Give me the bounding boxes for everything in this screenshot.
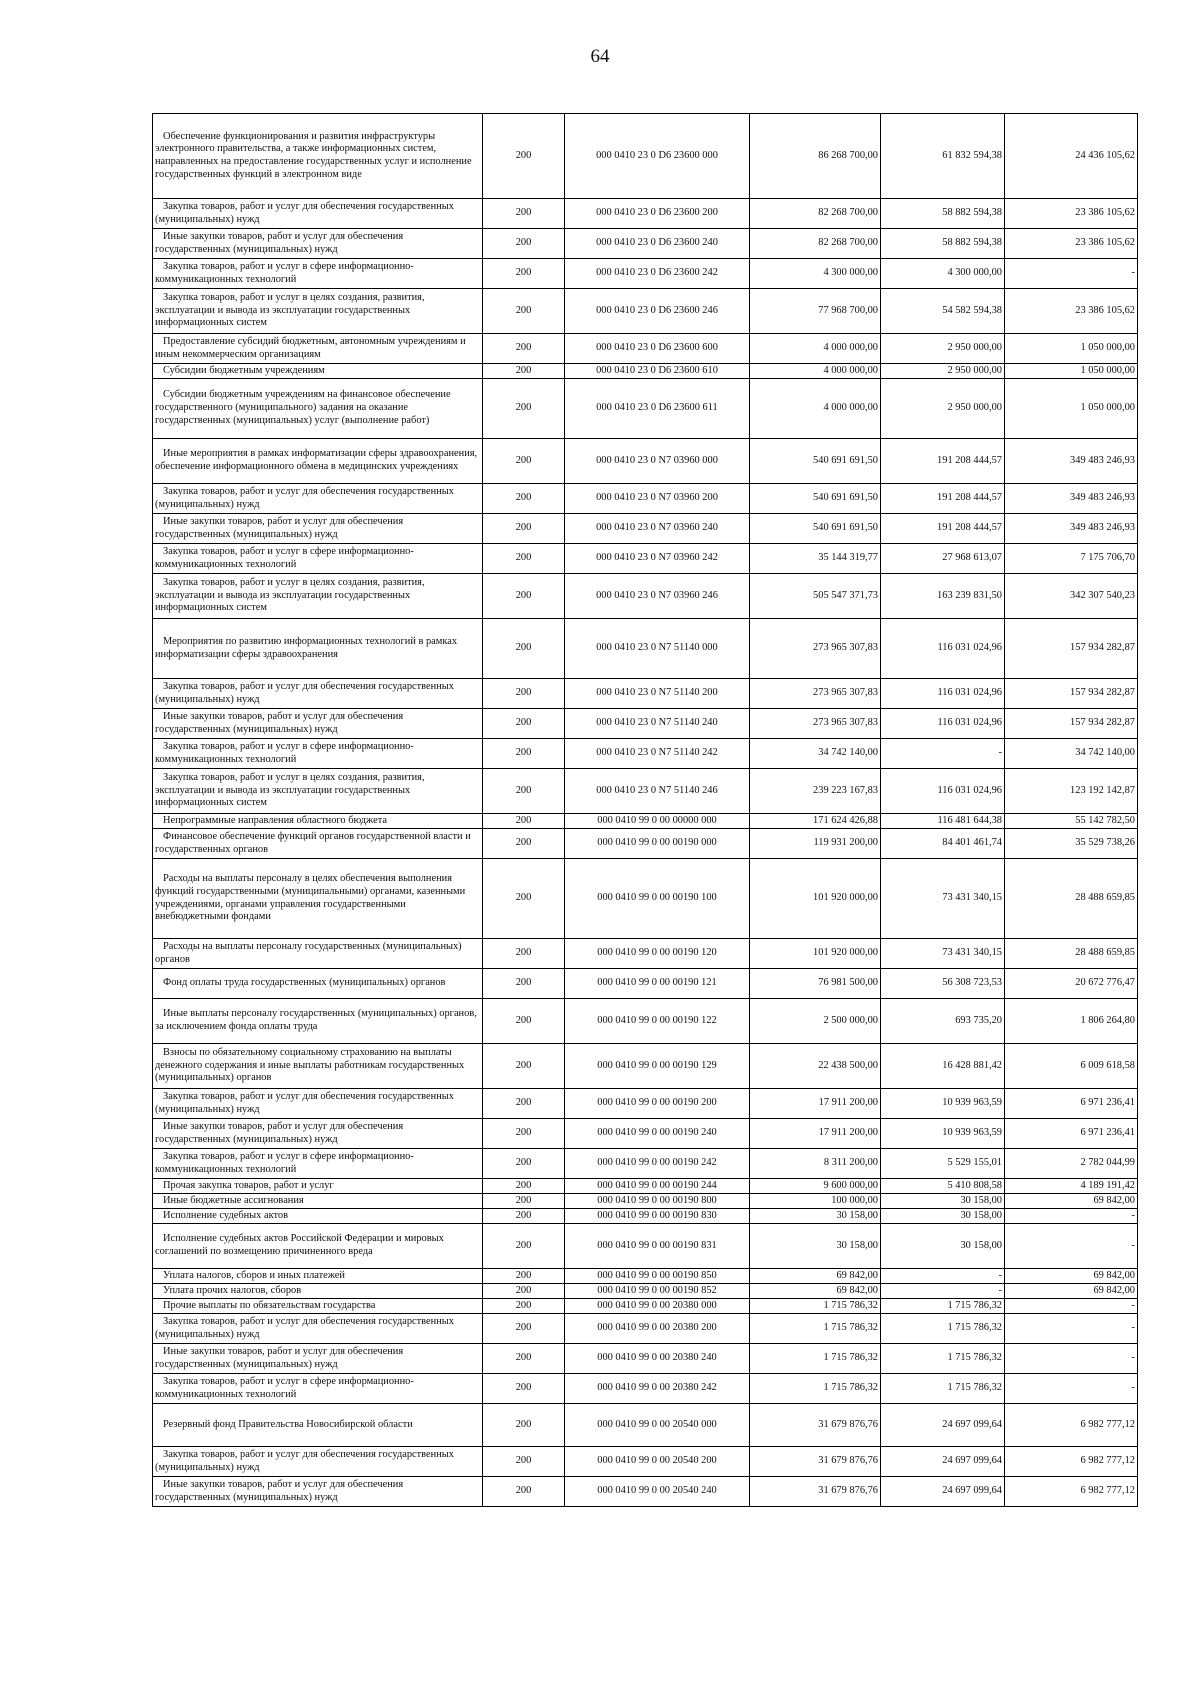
row-budget-classification-code: 000 0410 99 0 00 00190 852 xyxy=(565,1284,750,1299)
row-code: 200 xyxy=(483,859,565,939)
table-body xyxy=(153,114,1138,1507)
row-executed-amount: 10 939 963,59 xyxy=(881,1119,1005,1149)
row-code: 200 xyxy=(483,229,565,259)
row-budget-classification-code: 000 0410 99 0 00 00000 000 xyxy=(565,814,750,829)
row-budget-classification-code: 000 0410 23 0 D6 23600 600 xyxy=(565,334,750,364)
row-approved-amount: 101 920 000,00 xyxy=(750,939,881,969)
row-approved-amount: 77 968 700,00 xyxy=(750,289,881,334)
row-code: 200 xyxy=(483,709,565,739)
row-remaining-amount: 6 971 236,41 xyxy=(1005,1089,1138,1119)
table-row xyxy=(153,1284,1138,1299)
row-name: Закупка товаров, работ и услуг в сфере информационно-коммуникационных технологий xyxy=(153,544,483,574)
table-row xyxy=(153,814,1138,829)
row-name: Закупка товаров, работ и услуг для обеспечения государственных (муниципальных) нужд xyxy=(153,1447,483,1477)
row-name: Закупка товаров, работ и услуг для обеспечения государственных (муниципальных) нужд xyxy=(153,199,483,229)
row-remaining-amount: 28 488 659,85 xyxy=(1005,859,1138,939)
row-name: Исполнение судебных актов xyxy=(153,1209,483,1224)
row-code: 200 xyxy=(483,1119,565,1149)
row-name: Прочая закупка товаров, работ и услуг xyxy=(153,1179,483,1194)
row-code: 200 xyxy=(483,334,565,364)
row-remaining-amount: 157 934 282,87 xyxy=(1005,619,1138,679)
table-row xyxy=(153,379,1138,439)
row-name: Резервный фонд Правительства Новосибирской области xyxy=(153,1404,483,1447)
row-code: 200 xyxy=(483,1344,565,1374)
row-name: Закупка товаров, работ и услуг в целях создания, развития, эксплуатации и вывода из эксплуатации государственных информационных систем xyxy=(153,574,483,619)
row-executed-amount: 693 735,20 xyxy=(881,999,1005,1044)
row-executed-amount: 116 031 024,96 xyxy=(881,619,1005,679)
row-name: Закупка товаров, работ и услуг в сфере информационно-коммуникационных технологий xyxy=(153,739,483,769)
row-budget-classification-code: 000 0410 23 0 D6 23600 610 xyxy=(565,364,750,379)
row-name: Субсидии бюджетным учреждениям xyxy=(153,364,483,379)
table-row xyxy=(153,514,1138,544)
row-executed-amount: 54 582 594,38 xyxy=(881,289,1005,334)
row-remaining-amount: - xyxy=(1005,1224,1138,1269)
row-name: Прочие выплаты по обязательствам государства xyxy=(153,1299,483,1314)
row-name: Мероприятия по развитию информационных технологий в рамках информатизации сферы здравоохранения xyxy=(153,619,483,679)
row-name: Уплата налогов, сборов и иных платежей xyxy=(153,1269,483,1284)
table-row xyxy=(153,574,1138,619)
row-budget-classification-code: 000 0410 23 0 N7 03960 246 xyxy=(565,574,750,619)
row-name: Закупка товаров, работ и услуг в сфере информационно-коммуникационных технологий xyxy=(153,1149,483,1179)
row-remaining-amount: 1 050 000,00 xyxy=(1005,379,1138,439)
row-approved-amount: 30 158,00 xyxy=(750,1224,881,1269)
row-approved-amount: 1 715 786,32 xyxy=(750,1299,881,1314)
table-row xyxy=(153,289,1138,334)
row-approved-amount: 82 268 700,00 xyxy=(750,229,881,259)
row-budget-classification-code: 000 0410 99 0 00 00190 100 xyxy=(565,859,750,939)
row-approved-amount: 4 300 000,00 xyxy=(750,259,881,289)
row-remaining-amount: 4 189 191,42 xyxy=(1005,1179,1138,1194)
row-approved-amount: 540 691 691,50 xyxy=(750,439,881,484)
row-code: 200 xyxy=(483,814,565,829)
table-row xyxy=(153,1344,1138,1374)
row-remaining-amount: 6 982 777,12 xyxy=(1005,1477,1138,1507)
row-budget-classification-code: 000 0410 99 0 00 20380 240 xyxy=(565,1344,750,1374)
row-code: 200 xyxy=(483,999,565,1044)
row-budget-classification-code: 000 0410 23 0 D6 23600 200 xyxy=(565,199,750,229)
row-budget-classification-code: 000 0410 99 0 00 00190 200 xyxy=(565,1089,750,1119)
row-remaining-amount: 6 009 618,58 xyxy=(1005,1044,1138,1089)
row-approved-amount: 2 500 000,00 xyxy=(750,999,881,1044)
row-budget-classification-code: 000 0410 99 0 00 00190 120 xyxy=(565,939,750,969)
row-name: Закупка товаров, работ и услуг в целях создания, развития, эксплуатации и вывода из эксплуатации государственных информационных систем xyxy=(153,289,483,334)
row-executed-amount: 58 882 594,38 xyxy=(881,199,1005,229)
row-budget-classification-code: 000 0410 99 0 00 00190 240 xyxy=(565,1119,750,1149)
row-name: Закупка товаров, работ и услуг для обеспечения государственных (муниципальных) нужд xyxy=(153,1314,483,1344)
row-budget-classification-code: 000 0410 99 0 00 00190 244 xyxy=(565,1179,750,1194)
row-approved-amount: 30 158,00 xyxy=(750,1209,881,1224)
row-name: Финансовое обеспечение функций органов государственной власти и государственных органов xyxy=(153,829,483,859)
row-remaining-amount: - xyxy=(1005,1299,1138,1314)
table-row xyxy=(153,334,1138,364)
table-row xyxy=(153,1119,1138,1149)
row-code: 200 xyxy=(483,114,565,199)
row-name: Субсидии бюджетным учреждениям на финансовое обеспечение государственного (муниципального) задания на оказание государственных (муниципальных) услуг (выполнение работ) xyxy=(153,379,483,439)
row-name: Исполнение судебных актов Российской Федерации и мировых соглашений по возмещению причиненного вреда xyxy=(153,1224,483,1269)
row-code: 200 xyxy=(483,1179,565,1194)
row-approved-amount: 4 000 000,00 xyxy=(750,364,881,379)
row-executed-amount: 191 208 444,57 xyxy=(881,439,1005,484)
row-remaining-amount: 157 934 282,87 xyxy=(1005,709,1138,739)
row-name: Иные выплаты персоналу государственных (муниципальных) органов, за исключением фонда оплаты труда xyxy=(153,999,483,1044)
row-approved-amount: 8 311 200,00 xyxy=(750,1149,881,1179)
table-row xyxy=(153,114,1138,199)
row-remaining-amount: 1 050 000,00 xyxy=(1005,364,1138,379)
row-code: 200 xyxy=(483,1269,565,1284)
table-row xyxy=(153,619,1138,679)
row-executed-amount: 16 428 881,42 xyxy=(881,1044,1005,1089)
row-code: 200 xyxy=(483,769,565,814)
row-budget-classification-code: 000 0410 23 0 N7 51140 242 xyxy=(565,739,750,769)
row-approved-amount: 273 965 307,83 xyxy=(750,679,881,709)
row-name: Иные закупки товаров, работ и услуг для обеспечения государственных (муниципальных) нужд xyxy=(153,709,483,739)
row-name: Закупка товаров, работ и услуг для обеспечения государственных (муниципальных) нужд xyxy=(153,1089,483,1119)
row-name: Закупка товаров, работ и услуг в сфере информационно-коммуникационных технологий xyxy=(153,259,483,289)
page-number: 64 xyxy=(590,46,610,67)
row-name: Иные бюджетные ассигнования xyxy=(153,1194,483,1209)
row-executed-amount: 191 208 444,57 xyxy=(881,484,1005,514)
row-remaining-amount: - xyxy=(1005,1344,1138,1374)
row-approved-amount: 31 679 876,76 xyxy=(750,1404,881,1447)
row-code: 200 xyxy=(483,1209,565,1224)
row-approved-amount: 76 981 500,00 xyxy=(750,969,881,999)
row-approved-amount: 69 842,00 xyxy=(750,1284,881,1299)
row-remaining-amount: 20 672 776,47 xyxy=(1005,969,1138,999)
row-budget-classification-code: 000 0410 23 0 D6 23600 000 xyxy=(565,114,750,199)
row-budget-classification-code: 000 0410 99 0 00 20540 000 xyxy=(565,1404,750,1447)
row-budget-classification-code: 000 0410 23 0 N7 51140 240 xyxy=(565,709,750,739)
row-code: 200 xyxy=(483,679,565,709)
row-code: 200 xyxy=(483,1089,565,1119)
row-remaining-amount: 349 483 246,93 xyxy=(1005,514,1138,544)
row-executed-amount: 5 410 808,58 xyxy=(881,1179,1005,1194)
row-budget-classification-code: 000 0410 99 0 00 20540 240 xyxy=(565,1477,750,1507)
row-code: 200 xyxy=(483,969,565,999)
row-code: 200 xyxy=(483,1314,565,1344)
row-remaining-amount: 2 782 044,99 xyxy=(1005,1149,1138,1179)
row-code: 200 xyxy=(483,1284,565,1299)
table-row xyxy=(153,364,1138,379)
row-name: Иные закупки товаров, работ и услуг для обеспечения государственных (муниципальных) нужд xyxy=(153,1477,483,1507)
row-remaining-amount: 23 386 105,62 xyxy=(1005,229,1138,259)
budget-execution-table xyxy=(152,113,1138,1507)
row-executed-amount: 84 401 461,74 xyxy=(881,829,1005,859)
row-executed-amount: 30 158,00 xyxy=(881,1194,1005,1209)
table-row xyxy=(153,1374,1138,1404)
row-remaining-amount: 123 192 142,87 xyxy=(1005,769,1138,814)
row-approved-amount: 273 965 307,83 xyxy=(750,709,881,739)
row-budget-classification-code: 000 0410 23 0 D6 23600 240 xyxy=(565,229,750,259)
row-executed-amount: 30 158,00 xyxy=(881,1224,1005,1269)
row-executed-amount: 73 431 340,15 xyxy=(881,939,1005,969)
row-approved-amount: 4 000 000,00 xyxy=(750,379,881,439)
row-approved-amount: 119 931 200,00 xyxy=(750,829,881,859)
row-remaining-amount: 349 483 246,93 xyxy=(1005,439,1138,484)
row-remaining-amount: 6 982 777,12 xyxy=(1005,1404,1138,1447)
row-remaining-amount: 34 742 140,00 xyxy=(1005,739,1138,769)
row-executed-amount: 24 697 099,64 xyxy=(881,1404,1005,1447)
row-code: 200 xyxy=(483,1149,565,1179)
row-executed-amount: - xyxy=(881,1284,1005,1299)
row-budget-classification-code: 000 0410 99 0 00 20380 242 xyxy=(565,1374,750,1404)
row-approved-amount: 31 679 876,76 xyxy=(750,1447,881,1477)
row-budget-classification-code: 000 0410 23 0 D6 23600 611 xyxy=(565,379,750,439)
row-remaining-amount: 157 934 282,87 xyxy=(1005,679,1138,709)
row-remaining-amount: 1 806 264,80 xyxy=(1005,999,1138,1044)
row-remaining-amount: 349 483 246,93 xyxy=(1005,484,1138,514)
table-row xyxy=(153,544,1138,574)
row-executed-amount: 56 308 723,53 xyxy=(881,969,1005,999)
table-row xyxy=(153,1447,1138,1477)
row-budget-classification-code: 000 0410 23 0 N7 51140 246 xyxy=(565,769,750,814)
row-executed-amount: 1 715 786,32 xyxy=(881,1374,1005,1404)
row-approved-amount: 35 144 319,77 xyxy=(750,544,881,574)
table-row xyxy=(153,1044,1138,1089)
row-executed-amount: 24 697 099,64 xyxy=(881,1447,1005,1477)
row-executed-amount: 30 158,00 xyxy=(881,1209,1005,1224)
row-remaining-amount: 24 436 105,62 xyxy=(1005,114,1138,199)
row-remaining-amount: 28 488 659,85 xyxy=(1005,939,1138,969)
row-approved-amount: 86 268 700,00 xyxy=(750,114,881,199)
row-code: 200 xyxy=(483,739,565,769)
row-budget-classification-code: 000 0410 99 0 00 00190 831 xyxy=(565,1224,750,1269)
row-budget-classification-code: 000 0410 23 0 D6 23600 242 xyxy=(565,259,750,289)
table-row xyxy=(153,199,1138,229)
row-name: Фонд оплаты труда государственных (муниципальных) органов xyxy=(153,969,483,999)
table-row xyxy=(153,1477,1138,1507)
table-row xyxy=(153,1179,1138,1194)
row-name: Иные закупки товаров, работ и услуг для обеспечения государственных (муниципальных) нужд xyxy=(153,1344,483,1374)
row-budget-classification-code: 000 0410 99 0 00 00190 850 xyxy=(565,1269,750,1284)
row-code: 200 xyxy=(483,1447,565,1477)
row-code: 200 xyxy=(483,199,565,229)
row-executed-amount: 2 950 000,00 xyxy=(881,364,1005,379)
row-executed-amount: - xyxy=(881,739,1005,769)
row-budget-classification-code: 000 0410 23 0 N7 03960 242 xyxy=(565,544,750,574)
table-row xyxy=(153,679,1138,709)
row-approved-amount: 273 965 307,83 xyxy=(750,619,881,679)
row-executed-amount: 116 031 024,96 xyxy=(881,679,1005,709)
row-remaining-amount: 7 175 706,70 xyxy=(1005,544,1138,574)
table-row xyxy=(153,484,1138,514)
row-approved-amount: 1 715 786,32 xyxy=(750,1344,881,1374)
row-code: 200 xyxy=(483,379,565,439)
row-remaining-amount: 6 971 236,41 xyxy=(1005,1119,1138,1149)
row-code: 200 xyxy=(483,484,565,514)
row-budget-classification-code: 000 0410 99 0 00 20540 200 xyxy=(565,1447,750,1477)
row-approved-amount: 31 679 876,76 xyxy=(750,1477,881,1507)
row-name: Иные закупки товаров, работ и услуг для обеспечения государственных (муниципальных) нужд xyxy=(153,1119,483,1149)
row-approved-amount: 82 268 700,00 xyxy=(750,199,881,229)
row-executed-amount: 10 939 963,59 xyxy=(881,1089,1005,1119)
table-row xyxy=(153,1299,1138,1314)
row-approved-amount: 505 547 371,73 xyxy=(750,574,881,619)
row-budget-classification-code: 000 0410 99 0 00 00190 830 xyxy=(565,1209,750,1224)
row-budget-classification-code: 000 0410 99 0 00 00190 122 xyxy=(565,999,750,1044)
row-executed-amount: - xyxy=(881,1269,1005,1284)
row-remaining-amount: 6 982 777,12 xyxy=(1005,1447,1138,1477)
table-row xyxy=(153,1194,1138,1209)
table-row xyxy=(153,859,1138,939)
row-code: 200 xyxy=(483,439,565,484)
row-remaining-amount: - xyxy=(1005,259,1138,289)
row-approved-amount: 22 438 500,00 xyxy=(750,1044,881,1089)
row-name: Предоставление субсидий бюджетным, автономным учреждениям и иным некоммерческим организациям xyxy=(153,334,483,364)
row-budget-classification-code: 000 0410 23 0 D6 23600 246 xyxy=(565,289,750,334)
row-name: Закупка товаров, работ и услуг в сфере информационно-коммуникационных технологий xyxy=(153,1374,483,1404)
row-remaining-amount: - xyxy=(1005,1374,1138,1404)
row-approved-amount: 239 223 167,83 xyxy=(750,769,881,814)
row-executed-amount: 116 031 024,96 xyxy=(881,769,1005,814)
table-row xyxy=(153,739,1138,769)
row-remaining-amount: 69 842,00 xyxy=(1005,1269,1138,1284)
row-budget-classification-code: 000 0410 23 0 N7 51140 000 xyxy=(565,619,750,679)
row-executed-amount: 58 882 594,38 xyxy=(881,229,1005,259)
row-name: Закупка товаров, работ и услуг в целях создания, развития, эксплуатации и вывода из эксплуатации государственных информационных систем xyxy=(153,769,483,814)
row-name: Обеспечение функционирования и развития инфраструктуры электронного правительства, а также информационных систем, направленных на предоставление государственных услуг и исполнение государственных функций в электронном виде xyxy=(153,114,483,199)
row-approved-amount: 1 715 786,32 xyxy=(750,1374,881,1404)
row-code: 200 xyxy=(483,1374,565,1404)
row-approved-amount: 4 000 000,00 xyxy=(750,334,881,364)
row-approved-amount: 540 691 691,50 xyxy=(750,484,881,514)
table-row xyxy=(153,769,1138,814)
row-name: Уплата прочих налогов, сборов xyxy=(153,1284,483,1299)
row-executed-amount: 5 529 155,01 xyxy=(881,1149,1005,1179)
row-remaining-amount: 1 050 000,00 xyxy=(1005,334,1138,364)
row-approved-amount: 17 911 200,00 xyxy=(750,1089,881,1119)
table-row xyxy=(153,1269,1138,1284)
row-budget-classification-code: 000 0410 23 0 N7 51140 200 xyxy=(565,679,750,709)
row-approved-amount: 540 691 691,50 xyxy=(750,514,881,544)
table-row xyxy=(153,439,1138,484)
row-executed-amount: 116 031 024,96 xyxy=(881,709,1005,739)
row-approved-amount: 17 911 200,00 xyxy=(750,1119,881,1149)
row-executed-amount: 4 300 000,00 xyxy=(881,259,1005,289)
row-executed-amount: 116 481 644,38 xyxy=(881,814,1005,829)
row-approved-amount: 34 742 140,00 xyxy=(750,739,881,769)
row-budget-classification-code: 000 0410 99 0 00 00190 242 xyxy=(565,1149,750,1179)
row-remaining-amount: 23 386 105,62 xyxy=(1005,199,1138,229)
row-executed-amount: 2 950 000,00 xyxy=(881,334,1005,364)
row-code: 200 xyxy=(483,1224,565,1269)
row-remaining-amount: 23 386 105,62 xyxy=(1005,289,1138,334)
row-executed-amount: 2 950 000,00 xyxy=(881,379,1005,439)
row-remaining-amount: 342 307 540,23 xyxy=(1005,574,1138,619)
table-row xyxy=(153,969,1138,999)
row-budget-classification-code: 000 0410 99 0 00 00190 121 xyxy=(565,969,750,999)
row-code: 200 xyxy=(483,574,565,619)
row-budget-classification-code: 000 0410 23 0 N7 03960 200 xyxy=(565,484,750,514)
row-code: 200 xyxy=(483,514,565,544)
row-code: 200 xyxy=(483,1044,565,1089)
row-name: Иные закупки товаров, работ и услуг для обеспечения государственных (муниципальных) нужд xyxy=(153,229,483,259)
row-code: 200 xyxy=(483,544,565,574)
row-name: Иные мероприятия в рамках информатизации сферы здравоохранения, обеспечение информационного обмена в медицинских учреждениях xyxy=(153,439,483,484)
row-name: Закупка товаров, работ и услуг для обеспечения государственных (муниципальных) нужд xyxy=(153,484,483,514)
row-remaining-amount: - xyxy=(1005,1314,1138,1344)
row-budget-classification-code: 000 0410 99 0 00 00190 000 xyxy=(565,829,750,859)
row-budget-classification-code: 000 0410 23 0 N7 03960 240 xyxy=(565,514,750,544)
row-name: Иные закупки товаров, работ и услуг для обеспечения государственных (муниципальных) нужд xyxy=(153,514,483,544)
row-executed-amount: 61 832 594,38 xyxy=(881,114,1005,199)
row-code: 200 xyxy=(483,619,565,679)
table-row xyxy=(153,999,1138,1044)
row-executed-amount: 1 715 786,32 xyxy=(881,1299,1005,1314)
row-name: Расходы на выплаты персоналу в целях обеспечения выполнения функций государственными (муниципальными) органами, казенными учреждениями, органами управления государственными внебюджетными фондами xyxy=(153,859,483,939)
table-row xyxy=(153,259,1138,289)
row-approved-amount: 171 624 426,88 xyxy=(750,814,881,829)
row-executed-amount: 27 968 613,07 xyxy=(881,544,1005,574)
row-code: 200 xyxy=(483,1404,565,1447)
row-remaining-amount: 69 842,00 xyxy=(1005,1284,1138,1299)
row-approved-amount: 9 600 000,00 xyxy=(750,1179,881,1194)
row-name: Взносы по обязательному социальному страхованию на выплаты денежного содержания и иные выплаты работникам государственных (муниципальных) органов xyxy=(153,1044,483,1089)
table-row xyxy=(153,1209,1138,1224)
row-code: 200 xyxy=(483,1194,565,1209)
row-remaining-amount: - xyxy=(1005,1209,1138,1224)
row-remaining-amount: 55 142 782,50 xyxy=(1005,814,1138,829)
row-budget-classification-code: 000 0410 23 0 N7 03960 000 xyxy=(565,439,750,484)
row-approved-amount: 100 000,00 xyxy=(750,1194,881,1209)
row-executed-amount: 73 431 340,15 xyxy=(881,859,1005,939)
row-executed-amount: 24 697 099,64 xyxy=(881,1477,1005,1507)
table-row xyxy=(153,829,1138,859)
row-code: 200 xyxy=(483,1299,565,1314)
row-executed-amount: 1 715 786,32 xyxy=(881,1344,1005,1374)
row-code: 200 xyxy=(483,1477,565,1507)
row-budget-classification-code: 000 0410 99 0 00 20380 200 xyxy=(565,1314,750,1344)
table-row xyxy=(153,709,1138,739)
row-remaining-amount: 69 842,00 xyxy=(1005,1194,1138,1209)
row-executed-amount: 191 208 444,57 xyxy=(881,514,1005,544)
table-row xyxy=(153,1224,1138,1269)
row-budget-classification-code: 000 0410 99 0 00 00190 800 xyxy=(565,1194,750,1209)
table-row xyxy=(153,1089,1138,1119)
row-code: 200 xyxy=(483,829,565,859)
table-row xyxy=(153,939,1138,969)
table-row xyxy=(153,1404,1138,1447)
row-budget-classification-code: 000 0410 99 0 00 00190 129 xyxy=(565,1044,750,1089)
row-code: 200 xyxy=(483,939,565,969)
row-name: Непрограммные направления областного бюджета xyxy=(153,814,483,829)
row-code: 200 xyxy=(483,289,565,334)
row-executed-amount: 163 239 831,50 xyxy=(881,574,1005,619)
row-code: 200 xyxy=(483,364,565,379)
row-budget-classification-code: 000 0410 99 0 00 20380 000 xyxy=(565,1299,750,1314)
row-approved-amount: 1 715 786,32 xyxy=(750,1314,881,1344)
table-row xyxy=(153,229,1138,259)
row-approved-amount: 69 842,00 xyxy=(750,1269,881,1284)
row-name: Закупка товаров, работ и услуг для обеспечения государственных (муниципальных) нужд xyxy=(153,679,483,709)
row-approved-amount: 101 920 000,00 xyxy=(750,859,881,939)
table-row xyxy=(153,1314,1138,1344)
row-name: Расходы на выплаты персоналу государственных (муниципальных) органов xyxy=(153,939,483,969)
row-executed-amount: 1 715 786,32 xyxy=(881,1314,1005,1344)
row-remaining-amount: 35 529 738,26 xyxy=(1005,829,1138,859)
table-row xyxy=(153,1149,1138,1179)
row-code: 200 xyxy=(483,259,565,289)
